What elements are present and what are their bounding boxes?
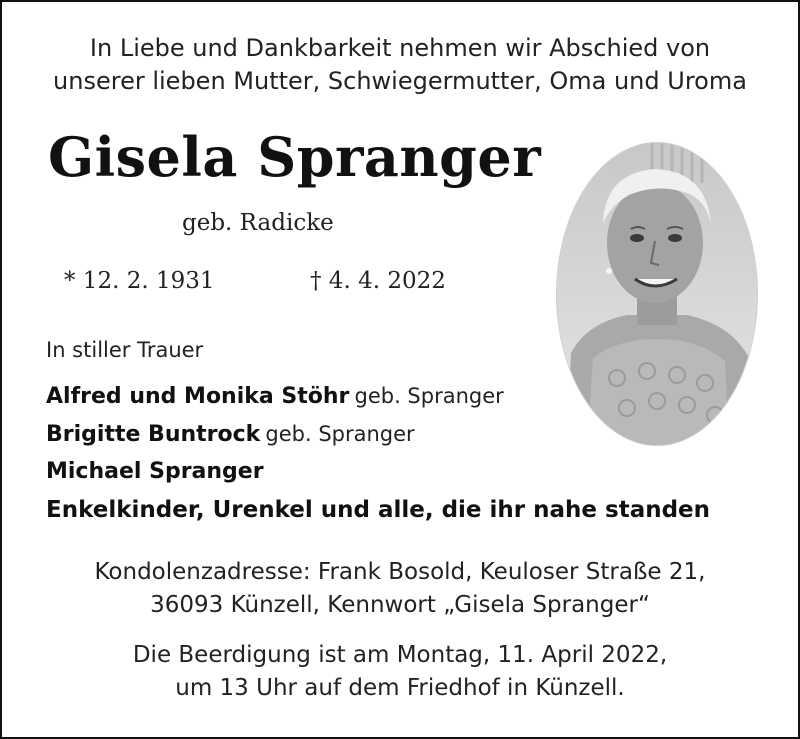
mourner-note: geb. Spranger — [354, 384, 504, 408]
portrait-photo — [557, 143, 757, 445]
intro-line-1: In Liebe und Dankbarkeit nehmen wir Abschied von — [89, 34, 711, 62]
funeral-line-1: Die Beerdigung ist am Montag, 11. April 2022, — [132, 642, 668, 668]
mourner-row — [46, 454, 710, 492]
mourner-note: geb. Spranger — [265, 422, 415, 446]
mourner-row — [46, 492, 710, 530]
condolence-line-2: 36093 Künzell, Kennwort „Gisela Spranger“ — [150, 592, 650, 618]
death-date: † 4. 4. 2022 — [310, 268, 446, 294]
funeral-line-2: um 13 Uhr auf dem Friedhof in Künzell. — [175, 675, 625, 701]
maiden-name: geb. Radicke — [182, 210, 334, 236]
intro-text — [2, 32, 798, 98]
condolence-line-1: Kondolenzadresse: Frank Bosold, Keuloser Straße 21, — [94, 559, 706, 585]
portrait-illustration — [557, 143, 757, 445]
condolence-address — [2, 556, 798, 622]
mourner-name: Brigitte Buntrock — [46, 422, 261, 447]
mourner-name: Michael Spranger — [46, 459, 264, 484]
intro-line-2: unserer lieben Mutter, Schwiegermutter, Oma und Uroma — [53, 67, 747, 95]
deceased-name: Gisela Spranger — [48, 125, 542, 189]
birth-date: * 12. 2. 1931 — [64, 268, 215, 294]
life-dates — [64, 268, 446, 294]
mourner-name: Enkelkinder, Urenkel und alle, die ihr nahe standen — [46, 497, 711, 523]
mourning-heading: In stiller Trauer — [46, 338, 204, 362]
mourner-name: Alfred und Monika Stöhr — [46, 384, 350, 409]
funeral-info — [2, 639, 798, 705]
